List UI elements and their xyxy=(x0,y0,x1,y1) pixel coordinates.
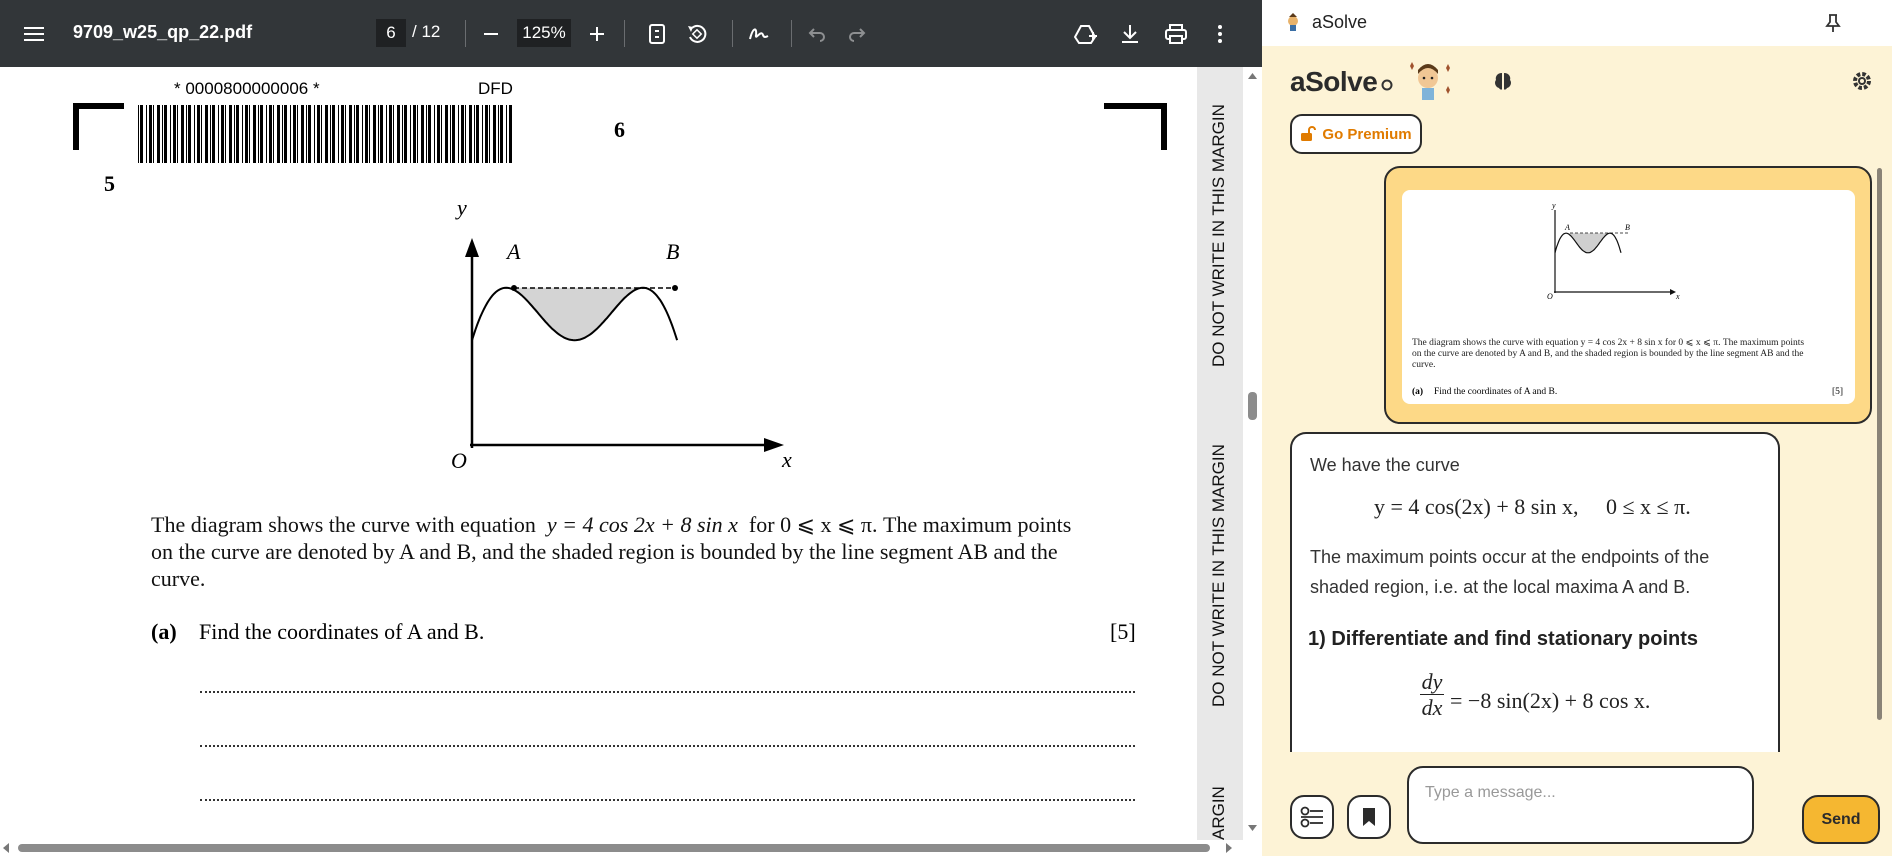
more-options-icon[interactable] xyxy=(1208,0,1232,67)
barcode-bar xyxy=(413,105,416,163)
thumbnail-part-label: (a) xyxy=(1412,387,1424,397)
zoom-in-icon[interactable] xyxy=(584,0,610,67)
answer-line[interactable] xyxy=(200,691,1135,693)
crop-mark-left xyxy=(72,102,132,152)
barcode-bar xyxy=(506,105,507,163)
barcode-bar xyxy=(332,105,335,163)
toolbar-divider xyxy=(465,20,466,47)
redo-icon[interactable] xyxy=(844,0,870,67)
barcode-bar xyxy=(212,105,215,163)
barcode-bar xyxy=(389,105,392,163)
question-thumbnail xyxy=(1402,190,1855,404)
toolbar-divider xyxy=(791,20,792,47)
response-heading: 1) Differentiate and find stationary points xyxy=(1308,628,1699,650)
message-input[interactable]: Type a message... xyxy=(1407,766,1754,844)
part-label: (a) xyxy=(151,619,177,644)
barcode-bar xyxy=(221,105,224,163)
barcode-bar xyxy=(345,105,346,163)
response-paragraph: The maximum points occur at the endpoints of the shaded region, i.e. at the local maxima A and B. xyxy=(1310,547,1710,597)
barcode-bar xyxy=(266,105,267,163)
vertical-scrollbar[interactable] xyxy=(1243,67,1262,840)
fit-page-icon[interactable] xyxy=(644,0,670,67)
barcode-bar xyxy=(146,105,147,163)
curve-diagram xyxy=(442,195,802,475)
thumbnail-part-text: Find the coordinates of A and B. xyxy=(1434,387,1558,397)
barcode-bar xyxy=(162,105,163,163)
barcode-bar xyxy=(164,105,167,163)
margin-strip: DO NOT WRITE IN THIS MARGIN DO NOT WRITE IN THIS MARGIN ARGIN xyxy=(1197,67,1243,840)
barcode-bar xyxy=(509,105,512,163)
barcode-bar xyxy=(173,105,176,163)
paper-code: DFD xyxy=(478,79,513,98)
barcode-bar xyxy=(397,105,400,163)
panel-title: aSolve xyxy=(1312,12,1368,32)
barcode-bar xyxy=(421,105,424,163)
page-number-label: 6 xyxy=(614,117,625,142)
barcode-bar xyxy=(194,105,195,163)
part-text: Find the coordinates of A and B. xyxy=(199,619,485,644)
barcode-bar xyxy=(428,105,431,163)
sparkle-icon xyxy=(1380,78,1394,92)
barcode-bar xyxy=(260,105,263,163)
barcode-bar xyxy=(325,105,328,163)
barcode-bar xyxy=(498,105,499,163)
barcode-bar xyxy=(410,105,411,163)
barcode-bar xyxy=(301,105,304,163)
y-axis-label: y xyxy=(457,195,467,220)
barcode-bar xyxy=(245,105,248,163)
barcode-bar xyxy=(417,105,418,163)
barcode-bar xyxy=(434,105,435,163)
user-message-image xyxy=(1384,166,1872,424)
barcode-bar xyxy=(197,105,200,163)
barcode-bar xyxy=(149,105,152,163)
go-premium-button[interactable]: Go Premium xyxy=(1290,114,1422,154)
barcode-bar xyxy=(321,105,322,163)
barcode-bar xyxy=(482,105,483,163)
svg-text:x: x xyxy=(1676,292,1680,301)
asolve-panel xyxy=(1262,0,1892,856)
barcode-bar xyxy=(282,105,283,163)
barcode-bar xyxy=(297,105,298,163)
barcode-bar xyxy=(205,105,208,163)
point-a-label: A xyxy=(507,239,521,264)
barcode-bar xyxy=(210,105,211,163)
barcode-bar xyxy=(404,105,407,163)
barcode-bar xyxy=(330,105,331,163)
zoom-level-input[interactable]: 125% xyxy=(517,19,571,47)
options-button[interactable] xyxy=(1290,795,1334,839)
barcode-bar xyxy=(452,105,455,163)
barcode-bar xyxy=(458,105,459,163)
barcode-bar xyxy=(356,105,359,163)
barcode-bar xyxy=(349,105,352,163)
answer-line[interactable] xyxy=(200,799,1135,801)
barcode-bar xyxy=(229,105,232,163)
barcode-bar xyxy=(269,105,272,163)
barcode-bar xyxy=(362,105,363,163)
barcode-bar xyxy=(341,105,344,163)
panel-scrollbar[interactable] xyxy=(1877,168,1882,720)
response-equation: y = 4 cos(2x) + 8 sin x, 0 ≤ x ≤ π. xyxy=(1374,494,1691,519)
point-b-label: B xyxy=(666,239,680,264)
svg-text:y: y xyxy=(1552,201,1556,210)
bookmark-icon xyxy=(1361,807,1377,827)
answer-line[interactable] xyxy=(200,745,1135,747)
barcode-bar xyxy=(445,105,448,163)
pin-icon[interactable] xyxy=(1825,13,1841,33)
rotate-icon[interactable] xyxy=(683,0,711,67)
barcode-bar xyxy=(380,105,383,163)
barcode-bar xyxy=(249,105,250,163)
annotate-icon[interactable] xyxy=(745,0,773,67)
barcode-bar xyxy=(188,105,191,163)
origin-label: O xyxy=(451,448,467,473)
barcode-bar xyxy=(474,105,475,163)
barcode-bar xyxy=(186,105,187,163)
page-number-input[interactable]: 6 xyxy=(376,19,406,47)
thumbnail-diagram xyxy=(1542,198,1682,302)
barcode-bar xyxy=(273,105,274,163)
assistant-message xyxy=(1290,432,1780,762)
barcode-image xyxy=(138,105,514,163)
pdf-page xyxy=(2,67,1197,840)
barcode-bar xyxy=(138,105,139,163)
derivative-fraction: dy dx xyxy=(1421,669,1443,720)
barcode-bar xyxy=(369,105,370,163)
zoom-out-icon[interactable] xyxy=(478,0,504,67)
barcode-bar xyxy=(461,105,464,163)
question-intro: The diagram shows the curve with equation y = 4 cos 2x + 8 sin x for 0 ⩽ x ⩽ π. The maximum points on the curve are denoted by A and B, and the shaded region is bounded by the line segment AB and the curve. xyxy=(151,512,1072,591)
svg-text:B: B xyxy=(1625,223,1630,232)
barcode-bar xyxy=(277,105,280,163)
barcode-bar xyxy=(402,105,403,163)
bookmark-button[interactable] xyxy=(1347,795,1391,839)
sliders-icon xyxy=(1299,806,1325,828)
barcode-bar xyxy=(317,105,320,163)
barcode-text: * 0000800000006 * xyxy=(174,79,320,98)
svg-text:A: A xyxy=(1565,223,1570,232)
download-icon[interactable] xyxy=(1116,0,1144,67)
barcode-bar xyxy=(373,105,376,163)
panel-header xyxy=(1262,0,1892,46)
barcode-bar xyxy=(290,105,291,163)
brand-name: aSolve xyxy=(1290,66,1378,97)
barcode-bar xyxy=(441,105,442,163)
unlock-icon xyxy=(1300,126,1316,142)
barcode-bar xyxy=(354,105,355,163)
question-number: 5 xyxy=(104,171,115,196)
barcode-bar xyxy=(469,105,472,163)
barcode-bar xyxy=(314,105,315,163)
barcode-bar xyxy=(386,105,387,163)
toolbar-divider xyxy=(624,20,625,47)
barcode-bar xyxy=(170,105,171,163)
barcode-bar xyxy=(293,105,296,163)
horizontal-scrollbar[interactable] xyxy=(0,840,1243,856)
barcode-bar xyxy=(308,105,311,163)
thumbnail-marks: [5] xyxy=(1832,387,1844,397)
print-icon[interactable] xyxy=(1161,0,1191,67)
mascot-icon xyxy=(1402,58,1460,102)
barcode-bar xyxy=(306,105,307,163)
page-total: / 12 xyxy=(412,22,441,41)
svg-text:O: O xyxy=(1547,292,1553,301)
derivative-equation: = −8 sin(2x) + 8 cos x. xyxy=(1450,688,1651,713)
add-to-drive-icon[interactable] xyxy=(1071,0,1101,67)
response-paragraph: We have the curve xyxy=(1310,455,1460,475)
barcode-bar xyxy=(493,105,496,163)
barcode-bar xyxy=(393,105,394,163)
app-logo-icon xyxy=(1284,12,1302,32)
barcode-bar xyxy=(236,105,239,163)
barcode-bar xyxy=(218,105,219,163)
barcode-bar xyxy=(426,105,427,163)
barcode-bar xyxy=(489,105,490,163)
barcode-bar xyxy=(500,105,503,163)
barcode-bar xyxy=(485,105,488,163)
barcode-bar xyxy=(242,105,243,163)
barcode-bar xyxy=(476,105,479,163)
barcode-bar xyxy=(140,105,143,163)
range: 0 ⩽ x ⩽ π xyxy=(780,512,873,537)
menu-icon[interactable] xyxy=(18,0,50,67)
barcode-bar xyxy=(153,105,154,163)
barcode-bar xyxy=(465,105,466,163)
file-name: 9709_w25_qp_22.pdf xyxy=(73,22,253,42)
brain-icon[interactable] xyxy=(1493,71,1513,91)
undo-icon[interactable] xyxy=(804,0,830,67)
crop-mark-right xyxy=(1102,102,1172,152)
barcode-bar xyxy=(157,105,160,163)
barcode-bar xyxy=(378,105,379,163)
toolbar-divider xyxy=(732,20,733,47)
barcode-bar xyxy=(201,105,202,163)
barcode-bar xyxy=(181,105,184,163)
settings-gear-icon[interactable] xyxy=(1851,70,1873,92)
equation: y = 4 cos 2x + 8 sin x xyxy=(546,512,738,537)
barcode-bar xyxy=(253,105,256,163)
barcode-bar xyxy=(258,105,259,163)
barcode-bar xyxy=(450,105,451,163)
barcode-bar xyxy=(225,105,226,163)
thumbnail-text: The diagram shows the curve with equation y = 4 cos 2x + 8 sin x for 0 ⩽ x ⩽ π. The maximum points on the curve are denoted by A and B, and the shaded region is bounded by the line segment AB and the curve. xyxy=(1412,338,1805,370)
barcode-bar xyxy=(437,105,440,163)
send-button[interactable]: Send xyxy=(1802,795,1880,844)
barcode-bar xyxy=(234,105,235,163)
barcode-bar xyxy=(365,105,368,163)
pdf-toolbar xyxy=(0,0,1262,67)
barcode-bar xyxy=(284,105,287,163)
x-axis-label: x xyxy=(782,447,792,472)
part-marks: [5] xyxy=(1110,619,1136,644)
barcode-bar xyxy=(338,105,339,163)
barcode-bar xyxy=(177,105,178,163)
